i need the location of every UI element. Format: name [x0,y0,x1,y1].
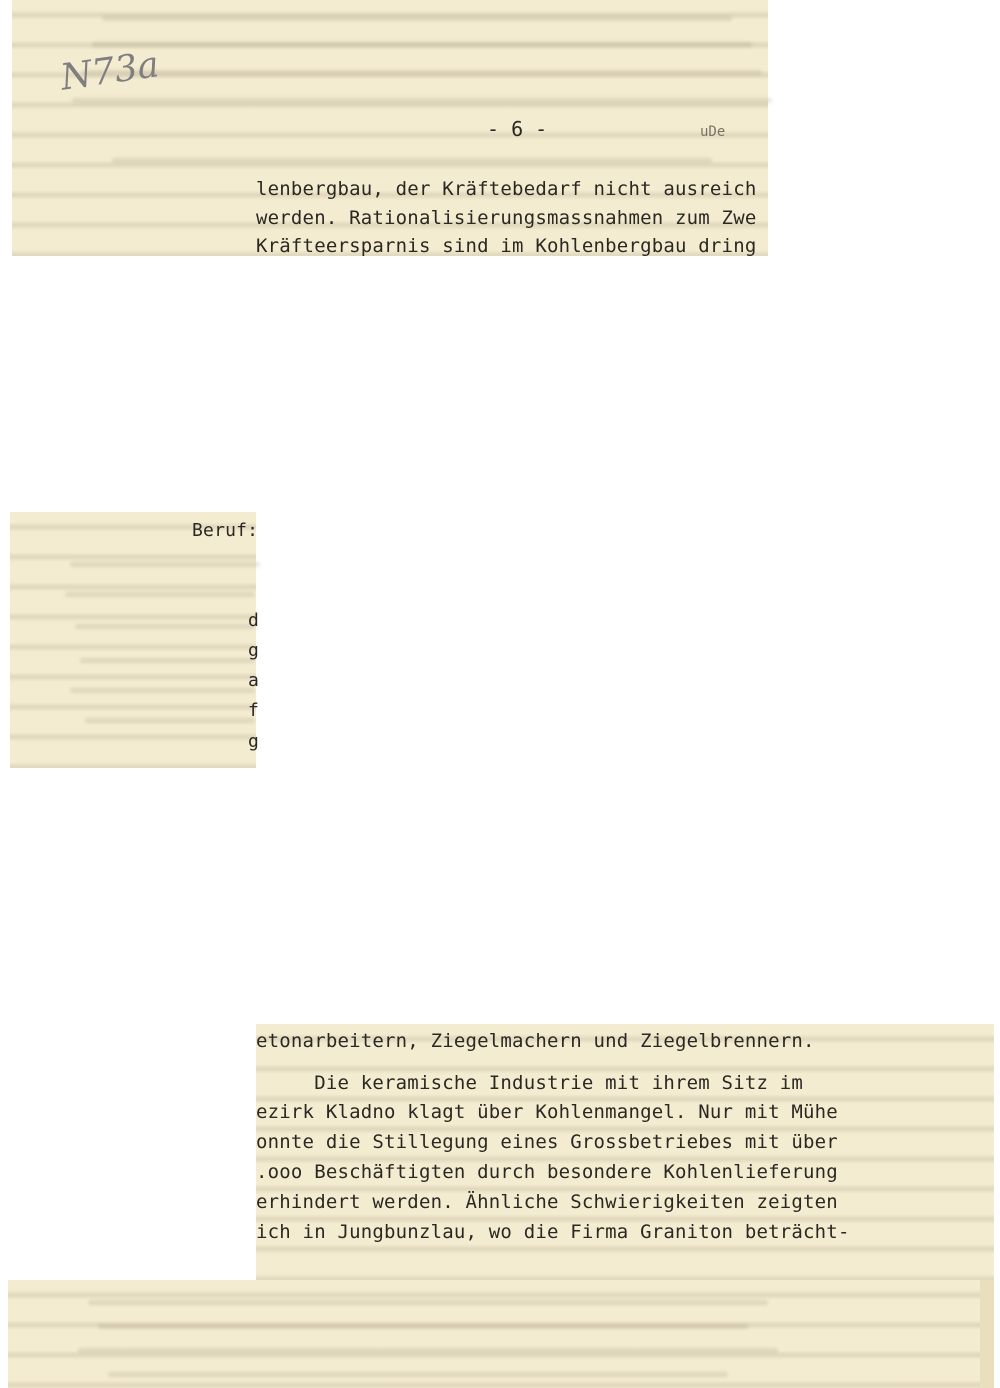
text-line: g [248,731,260,752]
text-line: f [248,700,260,721]
stray-mark: uDe [700,124,726,140]
bleed-through-line [82,70,762,75]
text-line: ezirk Kladno klagt über Kohlenmangel. Nur mit Mühe [256,1101,838,1123]
bleed-through-line [102,16,732,21]
bleed-through-line [92,42,752,47]
text-line: d [248,610,260,631]
bleed-through-line [70,688,255,693]
bleed-through-line [65,592,255,597]
document-fragment-middle [10,512,260,768]
document-fragment-top [12,0,768,256]
paper-edge [980,1280,994,1388]
text-line: Kräfteersparnis sind im Kohlenbergbau dring [256,235,757,257]
bleed-through-line [88,1300,768,1305]
text-line: werden. Rationalisierungsmassnahmen zum Zwe [256,207,757,229]
document-fragment-bottom-right [256,1024,994,1280]
page-number: - 6 - [487,117,548,141]
bleed-through-line [80,658,255,663]
text-line: g [248,640,260,661]
text-line: etonarbeitern, Ziegelmachern und Ziegelbrennern. [256,1030,815,1052]
text-line: onnte die Stillegung eines Grossbetriebes mit über [256,1131,838,1153]
bleed-through-line [98,1324,748,1329]
document-fragment-bottom [8,1280,994,1388]
bleed-through-line [85,718,255,723]
text-line: .ooo Beschäftigten durch besondere Kohlenlieferung [256,1161,838,1183]
text-line: Beruf: [192,520,259,541]
text-line: erhindert werden. Ähnliche Schwierigkeiten zeigten [256,1191,838,1213]
bleed-through-line [112,158,712,163]
text-line: Die keramische Industrie mit ihrem Sitz im [256,1072,804,1094]
text-line: a [248,670,260,691]
handwritten-annotation: N73a [58,44,162,99]
text-line: ich in Jungbunzlau, wo die Firma Graniton beträcht- [256,1221,850,1243]
bleed-through-line [72,98,772,103]
bleed-through-line [75,624,255,629]
bleed-through-line [70,562,260,567]
bleed-through-line [78,1348,778,1353]
bleed-through-line [108,1372,728,1377]
text-line: lenbergbau, der Kräftebedarf nicht ausreich [256,178,757,200]
